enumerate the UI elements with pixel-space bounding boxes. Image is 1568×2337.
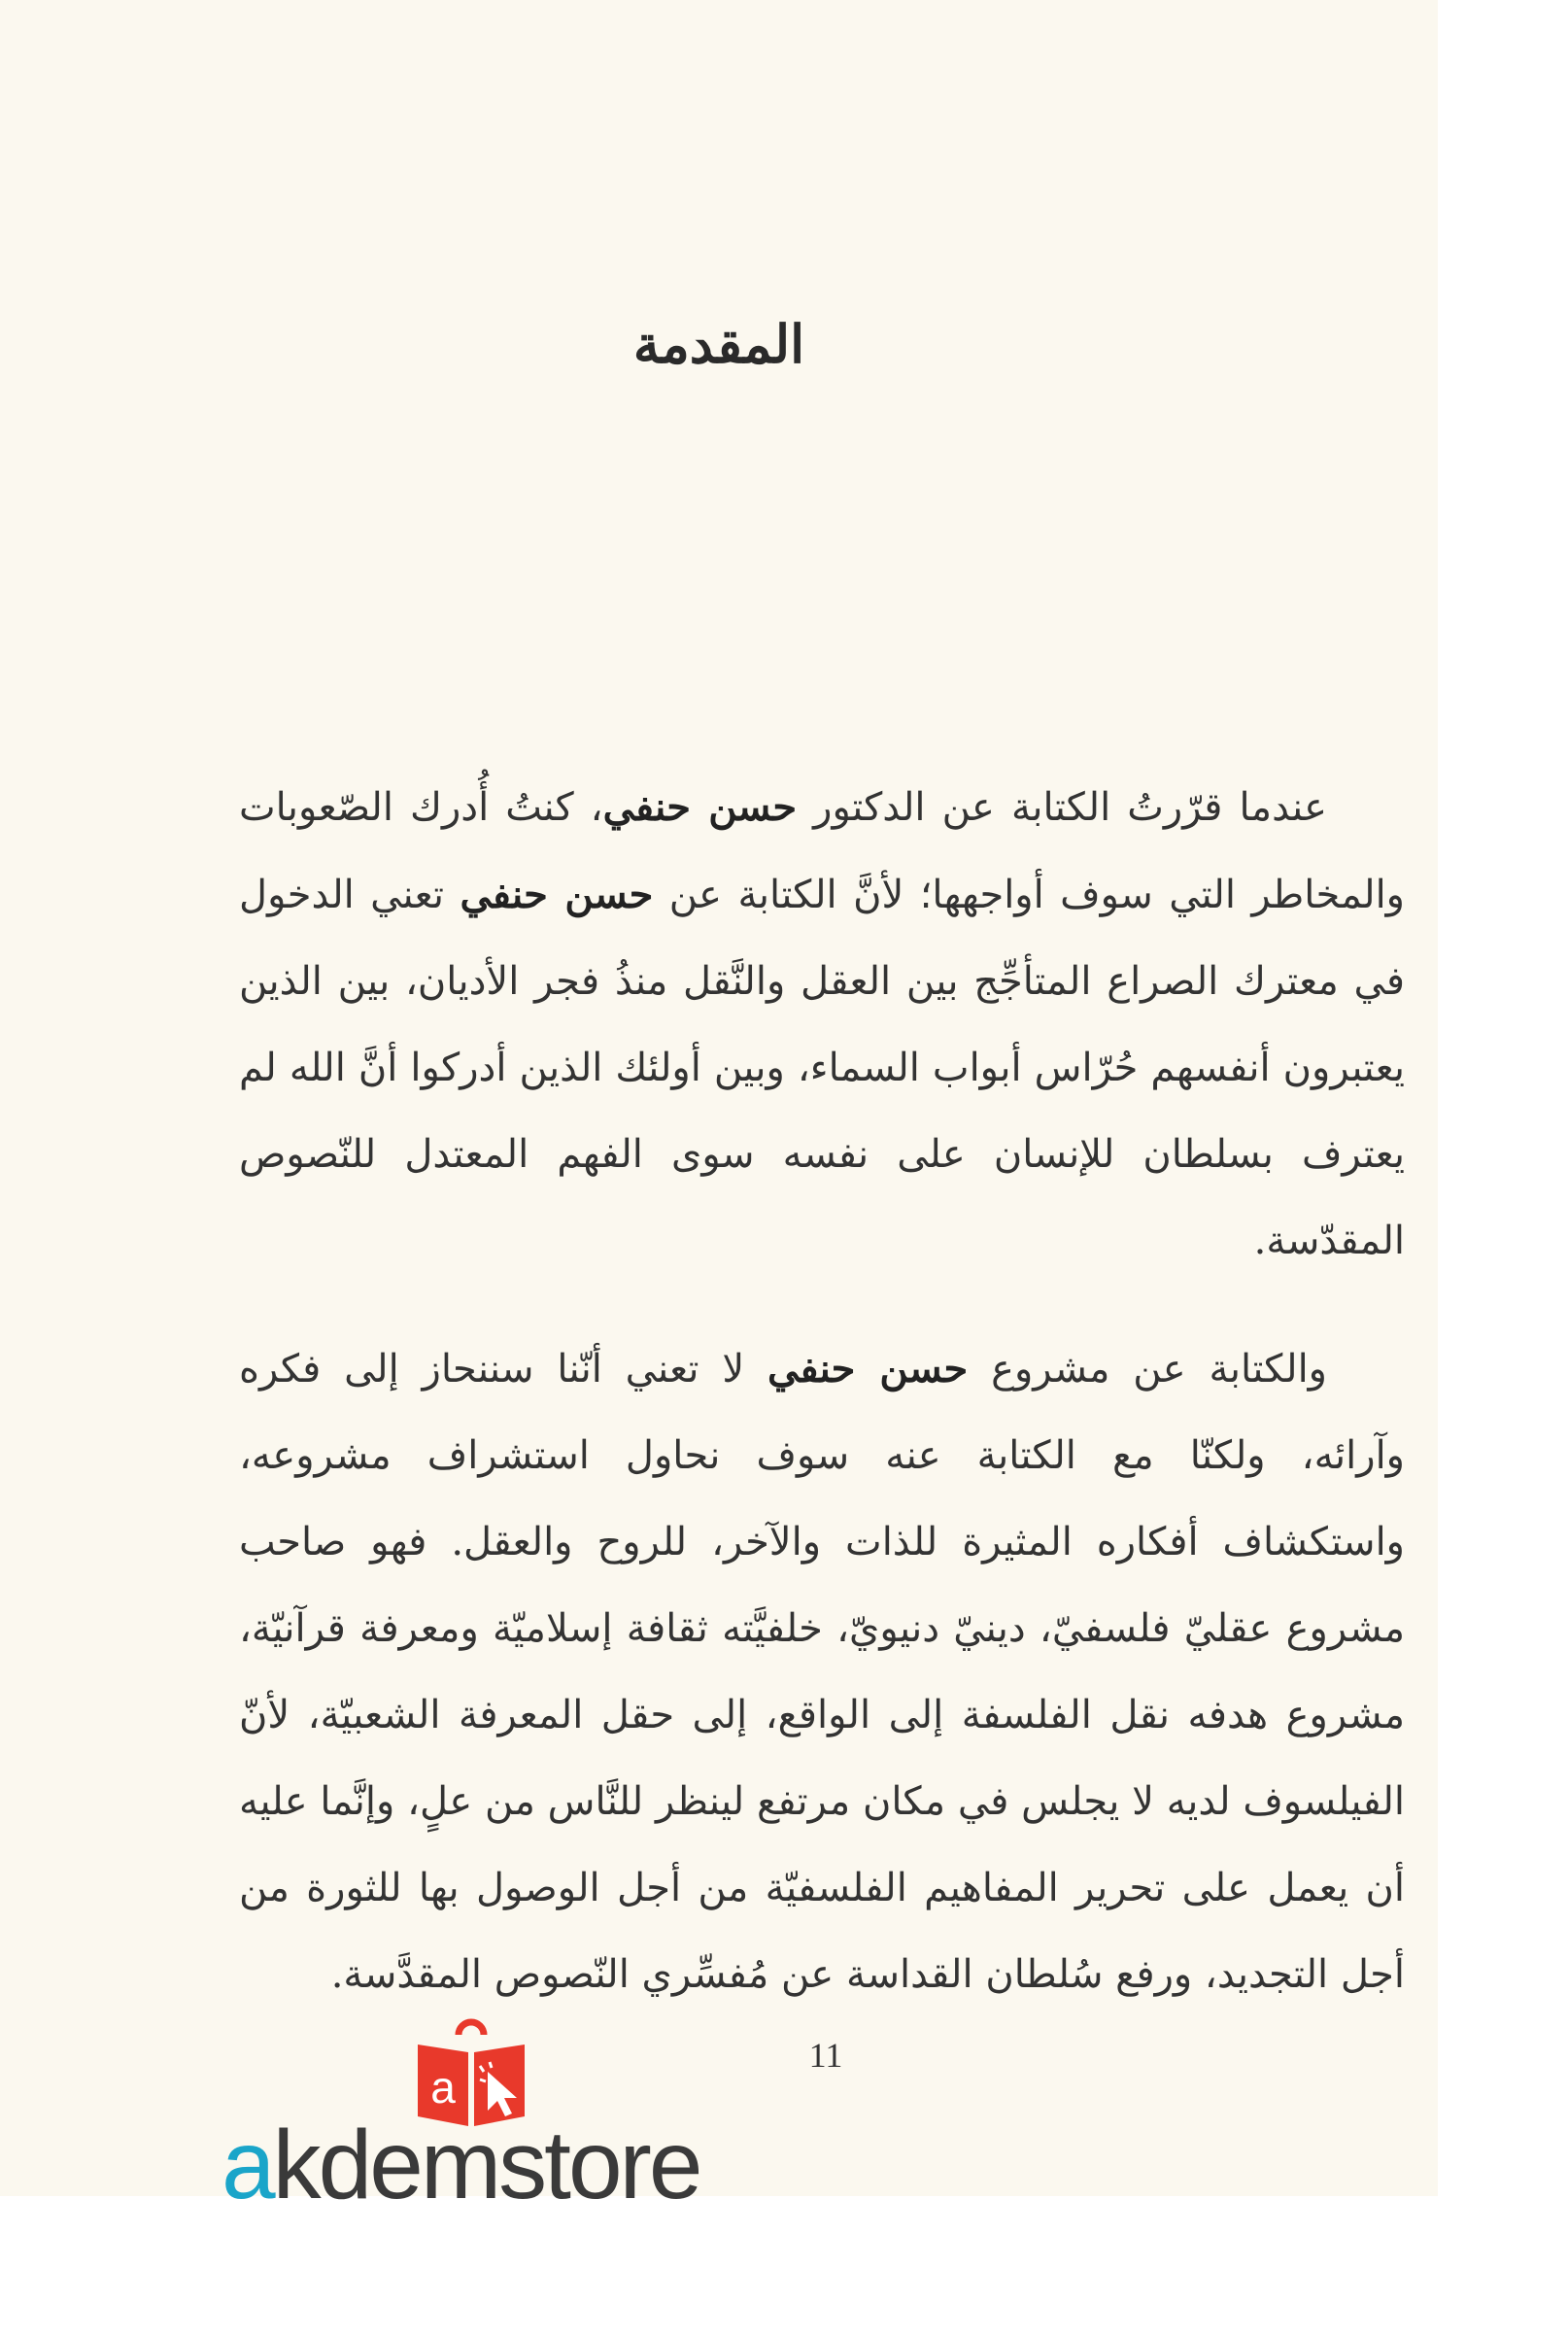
logo-icon-letter: a <box>430 2062 456 2113</box>
p2-text-1: والكتابة عن مشروع <box>968 1347 1327 1392</box>
logo-text-rest: kdemstore <box>272 2111 700 2219</box>
p2-text-2: لا تعني أنّنا سننحاز إلى فكره وآرائه، ولكنّا مع الكتابة عنه سوف نحاول استشراف مشروعه، واستكشاف أفكاره المثيرة للذات والآخر، للروح والعقل. فهو صاحب مشروع عقليّ فلسفيّ، دينيّ دنيويّ، خلفيَّته ثقافة إسلاميّة ومعرفة قرآنيّة، مشروع هدفه نقل الفلسفة إلى الواقع، إلى حقل المعرفة الشعبيّة، لأنّ الفيلسوف لديه لا يجلس في مكان مرتفع لينظر للنَّاس من علٍ، وإنَّما عليه أن يعمل على تحرير المفاهيم الفلسفيّة من أجل الوصول بها للثورة من أجل التجديد، ورفع سُلطان القداسة عن مُفسِّري النّصوص المقدَّسة. <box>239 1347 1405 1997</box>
p2-name-1: حسن حنفي <box>767 1346 969 1392</box>
akdemstore-logo <box>222 2107 699 2223</box>
p1-text-1: عندما قرّرتُ الكتابة عن الدكتور <box>797 785 1327 830</box>
page-number: 11 <box>808 2036 843 2075</box>
p1-name-1: حسن حنفي <box>602 784 798 830</box>
p1-text-3: تعني الدخول في معترك الصراع المتأجِّج بين العقل والنَّقل منذُ فجر الأديان، بين الذين يعتبرون أنفسهم حُرّاس أبواب السماء، وبين أولئك الذين أدركوا أنَّ الله لم يعترف بسلطان للإنسان على نفسه سوى الفهم المعتدل للنّصوص المقدّسة. <box>239 873 1405 1263</box>
logo-accent-letter: a <box>222 2111 273 2219</box>
paragraph-2 <box>239 1325 1405 2018</box>
paragraph-1 <box>239 764 1405 1285</box>
p1-text-2: ، كنتُ أُدرك الصّعوبات والمخاطر التي سوف أواجهها؛ لأنَّ الكتابة عن <box>239 785 1406 917</box>
p1-name-2: حسن حنفي <box>460 872 654 917</box>
chapter-title: المقدمة <box>632 313 805 375</box>
